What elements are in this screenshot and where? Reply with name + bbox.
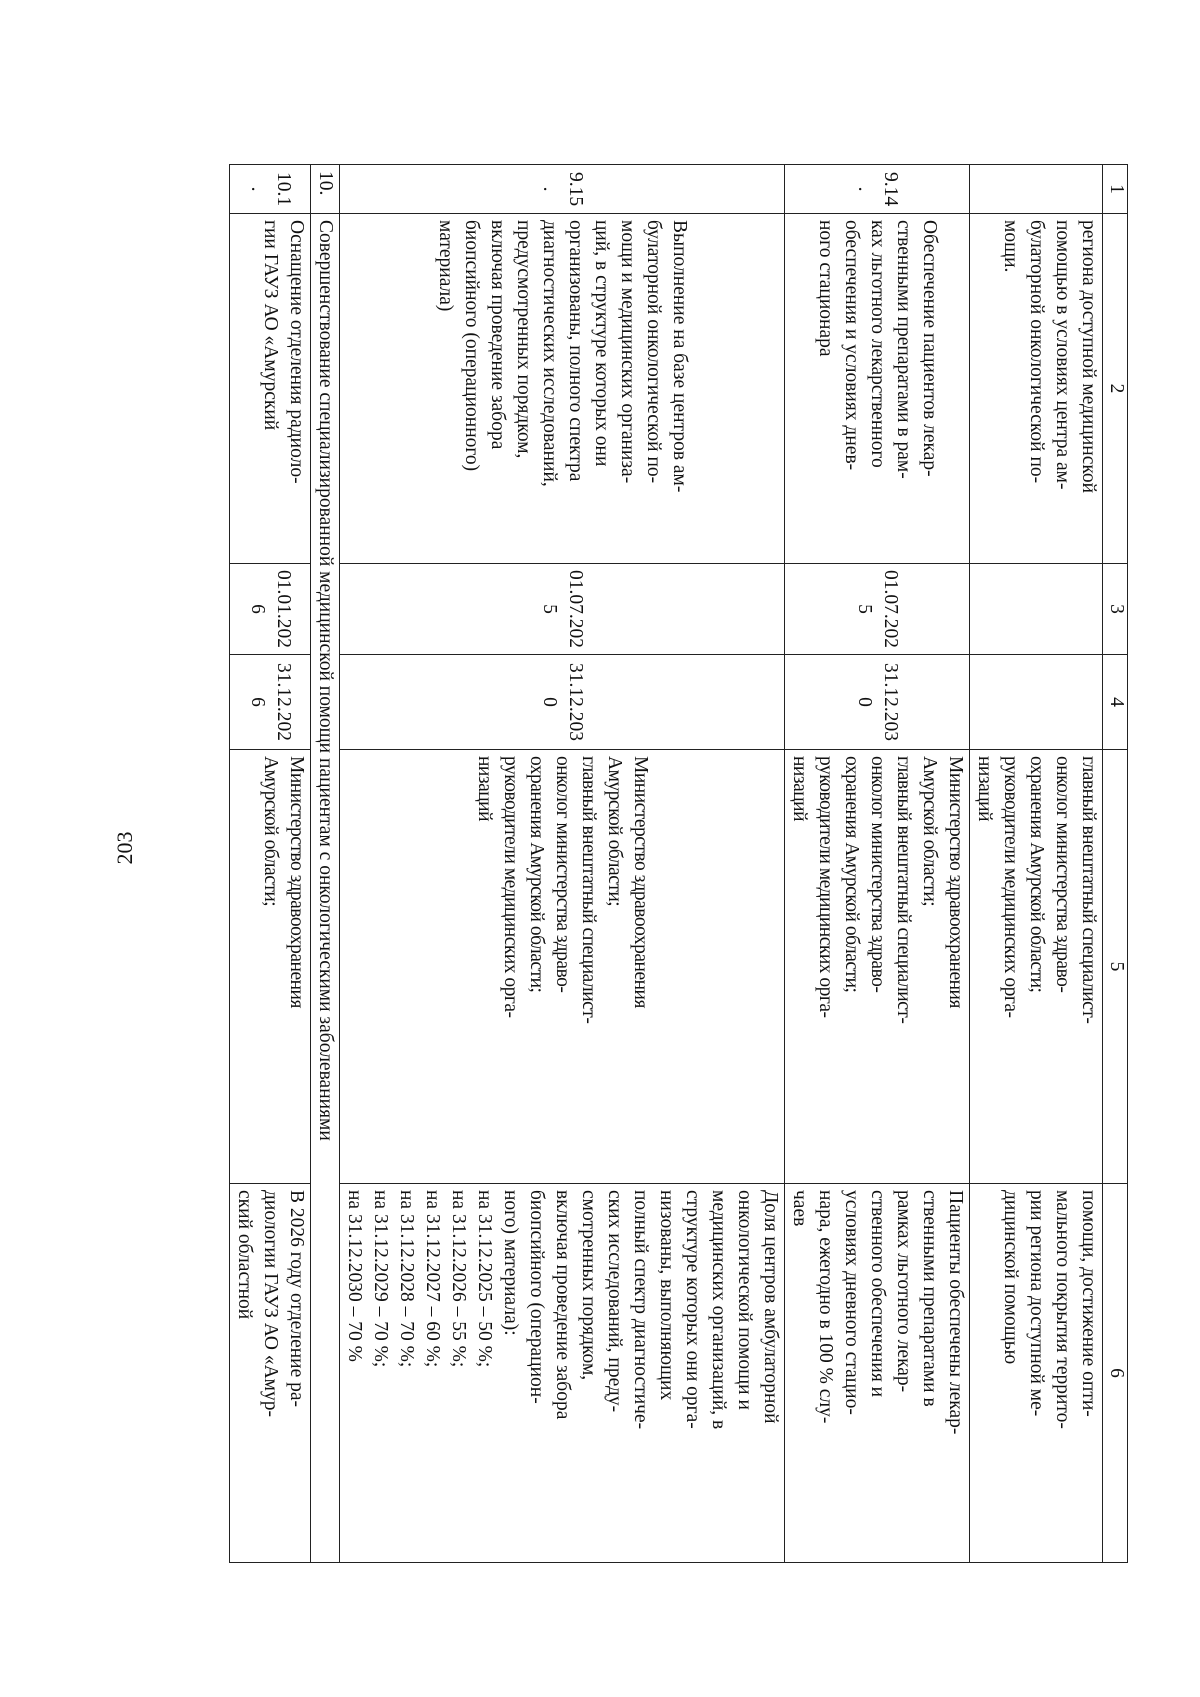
text-line: материала): [435, 220, 456, 312]
text-line: ственного обеспечения и: [867, 1190, 888, 1398]
text-line: руководители медицинских орга-: [500, 756, 521, 1018]
column-header: 2: [1103, 214, 1128, 564]
text-line: нара, ежегодно в 100 % слу-: [815, 1190, 836, 1424]
text-line: мощи и медицинских организа-: [617, 220, 638, 484]
text-line: на 31.12.2025 – 50 %;: [474, 1190, 495, 1368]
text-line: низованы, выполняющих: [656, 1190, 677, 1401]
text-line: на 31.12.2029 – 70 %;: [370, 1190, 391, 1368]
text-line: на 31.12.2026 – 55 %;: [448, 1190, 469, 1368]
column-header: 3: [1103, 564, 1128, 655]
responsible-text: [340, 750, 785, 1184]
start-date: [970, 564, 1103, 655]
section-number: 10.: [311, 165, 340, 214]
text-line: ственными препаратами в рам-: [893, 220, 914, 479]
text-line: включая проведение забора: [487, 220, 508, 450]
text-line: структуре которых они орга-: [682, 1190, 703, 1429]
text-line: охранения Амурской области;: [1026, 756, 1047, 993]
text-line: биопсийного (операционного): [461, 220, 482, 472]
section-title: Совершенствование специализированной медицинской помощи пациентам с онкологическими заболеваниями: [311, 214, 340, 1563]
text-line: руководители медицинских орга-: [815, 756, 836, 1018]
text-line: рамках льготного лекар-: [893, 1190, 914, 1393]
text-line: охранения Амурской области;: [526, 756, 547, 993]
table-row: [785, 165, 970, 1563]
measure-text: [340, 214, 785, 564]
text-line: главный внештатный специалист-: [578, 756, 599, 1024]
text-line: ских исследований, преду-: [604, 1190, 625, 1413]
table-row: [970, 165, 1103, 1563]
text-line: булаторной онкологической по-: [643, 220, 664, 484]
text-line: полный спектр диагностиче-: [630, 1190, 651, 1430]
text-line: ский областной: [234, 1190, 255, 1320]
column-header: 4: [1103, 655, 1128, 750]
text-line: ций, в структуре которых они: [591, 220, 612, 467]
section-row: [311, 165, 340, 1563]
column-header: 1: [1103, 165, 1128, 214]
column-header: 6: [1103, 1184, 1128, 1563]
text-line: ках льготного лекарственного: [867, 220, 888, 468]
text-line: Доля центров амбулаторной: [760, 1190, 781, 1424]
text-line: на 31.12.2027 – 60 %;: [422, 1190, 443, 1368]
text-line: онколог министерства здраво-: [552, 756, 573, 993]
text-line: организованы, полного спектра: [565, 220, 586, 482]
text-line: мощи.: [1000, 220, 1021, 273]
measure-text: [785, 214, 970, 564]
text-line: низаций: [974, 756, 995, 822]
responsible-text: [230, 750, 311, 1184]
item-number: [970, 165, 1103, 214]
result-text: [340, 1184, 785, 1563]
text-line: булаторной онкологической по-: [1026, 220, 1047, 484]
table-row: [230, 165, 311, 1563]
text-line: онколог министерства здраво-: [1052, 756, 1073, 993]
text-line: условиях дневного стацио-: [841, 1190, 862, 1415]
text-line: помощи, достижение опти-: [1078, 1190, 1099, 1417]
column-number-row: [1103, 165, 1128, 1563]
text-line: охранения Амурской области;: [841, 756, 862, 993]
result-text: [970, 1184, 1103, 1563]
text-line: ного стационара: [815, 220, 836, 357]
text-line: Министерство здравоохранения: [945, 756, 966, 1008]
text-line: ного) материала):: [500, 1190, 521, 1336]
text-line: на 31.12.2028 – 70 %;: [396, 1190, 417, 1368]
text-line: руководители медицинских орга-: [1000, 756, 1021, 1018]
text-line: главный внештатный специалист-: [893, 756, 914, 1024]
item-number: 9.14.: [785, 165, 970, 214]
end-date: 31.12.2026: [230, 655, 311, 750]
text-line: Обеспечение пациентов лекар-: [919, 220, 940, 477]
end-date: 31.12.2030: [785, 655, 970, 750]
end-date: [970, 655, 1103, 750]
text-line: помощью в условиях центра ам-: [1052, 220, 1073, 490]
responsible-text: [785, 750, 970, 1184]
text-line: диологии ГАУЗ АО «Амур-: [260, 1190, 281, 1418]
measure-text: [970, 214, 1103, 564]
text-line: Пациенты обеспечены лекар-: [945, 1190, 966, 1435]
page-number: 203: [112, 831, 137, 865]
text-line: ственными препаратами в: [919, 1190, 940, 1407]
start-date: 01.07.2025: [340, 564, 785, 655]
text-line: главный внештатный специалист-: [1078, 756, 1099, 1024]
column-header: 5: [1103, 750, 1128, 1184]
rotated-table-wrapper: [229, 164, 1128, 1562]
text-line: включая проведение забора: [552, 1190, 573, 1420]
text-line: Амурской области;: [260, 756, 281, 907]
result-text: [785, 1184, 970, 1563]
text-line: на 31.12.2030 – 70 %: [344, 1190, 365, 1362]
start-date: 01.01.2026: [230, 564, 311, 655]
text-line: дицинской помощью: [1000, 1190, 1021, 1365]
text-line: региона доступной медицинской: [1078, 220, 1099, 494]
text-line: онколог министерства здраво-: [867, 756, 888, 993]
start-date: 01.07.2025: [785, 564, 970, 655]
end-date: 31.12.2030: [340, 655, 785, 750]
item-number: 10.1.: [230, 165, 311, 214]
text-line: Оснащение отделения радиоло-: [286, 220, 307, 484]
text-line: Амурской области;: [919, 756, 940, 907]
item-number: 9.15.: [340, 165, 785, 214]
text-line: диагностических исследований,: [539, 220, 560, 487]
text-line: В 2026 году отделение ра-: [286, 1190, 307, 1408]
text-line: Министерство здравоохранения: [630, 756, 651, 1008]
text-line: онкологической помощи и: [734, 1190, 755, 1410]
table-row: [340, 165, 785, 1563]
text-line: рии региона доступной ме-: [1026, 1190, 1047, 1417]
text-line: чаев: [789, 1190, 810, 1227]
text-line: предусмотренных порядком,: [513, 220, 534, 459]
text-line: смотренных порядком,: [578, 1190, 599, 1381]
text-line: гии ГАУЗ АО «Амурский: [260, 220, 281, 431]
text-line: биопсийного (операцион-: [526, 1190, 547, 1404]
measures-table: [229, 164, 1128, 1563]
text-line: медицинских организаций, в: [708, 1190, 729, 1430]
text-line: Министерство здравоохранения: [286, 756, 307, 1008]
text-line: низаций: [789, 756, 810, 822]
measure-text: [230, 214, 311, 564]
text-line: Выполнение на базе центров ам-: [669, 220, 690, 493]
responsible-text: [970, 750, 1103, 1184]
text-line: Амурской области;: [604, 756, 625, 907]
text-line: низаций: [474, 756, 495, 822]
result-text: [230, 1184, 311, 1563]
text-line: мального покрытия террито-: [1052, 1190, 1073, 1429]
text-line: обеспечения и условиях днев-: [841, 220, 862, 471]
